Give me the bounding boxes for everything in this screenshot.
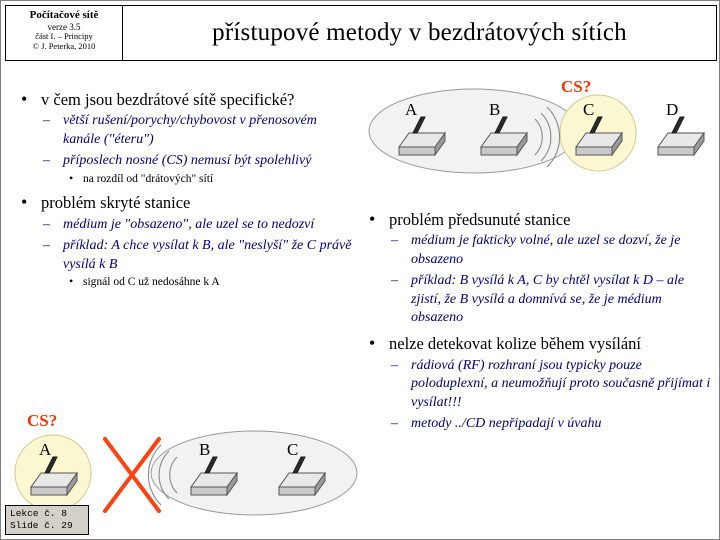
slide-number: Slide č. 29 <box>10 519 73 531</box>
left-subsublist-2 <box>63 275 355 290</box>
node-label-a-top: A <box>405 100 418 119</box>
course-part: část I. – Principy <box>35 30 93 41</box>
page-title: přístupové metody v bezdrátových sítích <box>212 19 627 46</box>
bullet-l1-1-text: v čem jsou bezdrátové sítě specifické? <box>41 90 295 109</box>
left-content-column <box>15 89 355 296</box>
left-bullet-list <box>15 89 355 290</box>
bullet-r1-1 <box>363 209 715 327</box>
bullet-l3-1: • na rozdíl od "drátových" sítí <box>63 172 355 187</box>
left-subsublist-1 <box>63 172 355 187</box>
right-content-column <box>363 209 715 439</box>
bullet-l1-2 <box>15 192 355 289</box>
bullet-r1-1-text: problém předsunuté stanice <box>389 210 571 229</box>
bullet-l1-1 <box>15 89 355 186</box>
right-sublist-2 <box>389 357 715 434</box>
bullet-l3-2: • signál od C už nedosáhne k A <box>63 275 355 290</box>
bullet-l2-4 <box>41 237 355 290</box>
node-label-d-top: D <box>666 100 679 119</box>
left-sublist-2 <box>41 216 355 290</box>
course-title: Počítačové sítě <box>29 9 99 21</box>
bullet-l2-2-text: příposlech nosné (CS) nemusí být spolehlivý <box>63 153 312 169</box>
bullet-r2-2: – příklad: B vysílá k A, C by chtěl vysílat k D – ale zjistí, že B vysílá a domnívá se, že je médium obsazeno <box>389 272 715 327</box>
right-sublist-1 <box>389 232 715 327</box>
bullet-l2-2 <box>41 152 355 186</box>
lecture-number: Lekce č. 8 <box>10 508 68 519</box>
cs-label-top: CS? <box>561 77 592 96</box>
right-bullet-list <box>363 209 715 433</box>
bullet-l2-4-text: příklad: A chce vysílat k B, ale "neslyší" že C právě vysílá k B <box>63 238 352 272</box>
node-label-c-top: C <box>583 100 595 119</box>
bullet-l1-2-text: problém skryté stanice <box>41 193 191 213</box>
bullet-l2-1: – větší rušení/porychy/chybovost v přenosovém kanále ("éteru") <box>41 112 355 149</box>
course-copyright: © J. Peterka, 2010 <box>32 40 96 51</box>
slide-number-badge <box>5 505 89 535</box>
node-label-b-top: B <box>489 100 501 119</box>
bullet-r1-2-text: nelze detekovat kolize během vysílání <box>389 334 641 354</box>
bullet-r2-4: – metody ../CD nepřipadají v úvahu <box>389 415 715 433</box>
slide-title-box <box>123 5 717 61</box>
bullet-r1-2 <box>363 333 715 433</box>
diagram-exposed-station <box>361 73 717 201</box>
slide-header <box>5 5 717 61</box>
cs-label-bottom: CS? <box>27 411 58 430</box>
node-label-c-bottom: C <box>287 440 299 459</box>
bullet-l2-3: – médium je "obsazeno", ale uzel se to nedozví <box>41 216 355 234</box>
left-sublist-1 <box>41 112 355 186</box>
course-logo-box <box>5 5 123 61</box>
diagram-top-svg <box>361 73 717 201</box>
course-version: verze 3.5 <box>47 21 81 32</box>
bullet-r2-1: – médium je fakticky volné, ale uzel se dozví, že je obsazeno <box>389 232 715 269</box>
node-label-a-bottom: A <box>39 440 52 459</box>
node-label-b-bottom: B <box>199 440 211 459</box>
bullet-r2-3: – rádiová (RF) rozhraní jsou typicky pouze poloduplexní, a neumožňují proto současně přijímat i vysílat!!! <box>389 357 715 412</box>
